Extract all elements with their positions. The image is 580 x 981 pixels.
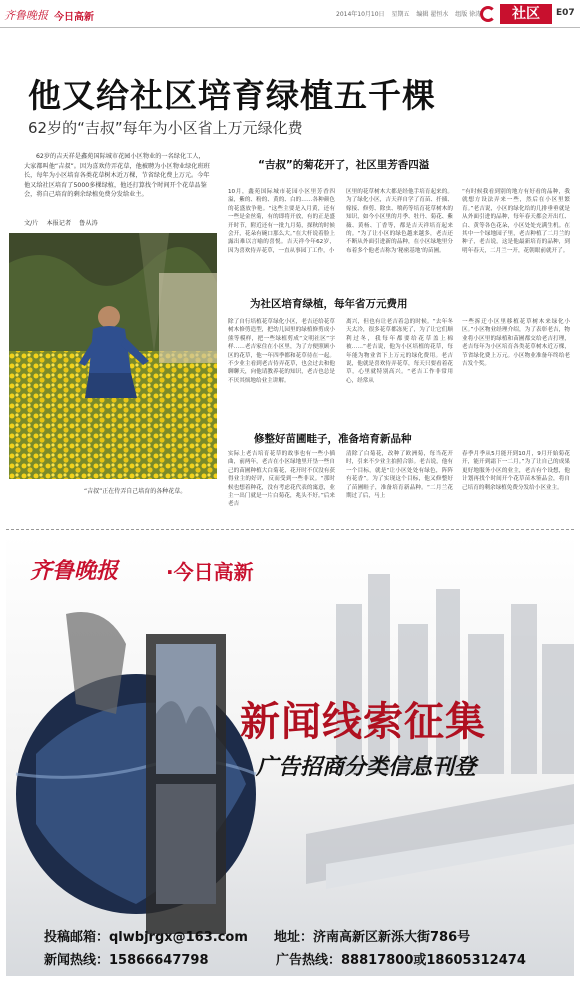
body-column: 区里的花草树木大都是经他手培育起来的。为了绿化小区，吉天祥自学了育苗、扦插、嫁接、修剪、除虫、喷药等培育花草树木的知识，如今小区里的月季、牡丹、菊花、紫薇、黄杨、丁香等，都是吉天祥培育起来的。“为了让小区的绿色越来越多，老吉还不断从外面引进新的品种，在小区绿地里分布着多个他老吉称为‘秘密基地’的苗圃。	[346, 189, 453, 254]
article-lead: 62岁的吉天祥是鑫苑国际城市花园小区物业的一名绿化工人，大家都叫他“吉叔”。因为喜欢侍弄花草，他被聘为小区物业绿化班班长，每年为小区培育各类花草树木近万棵，节省绿化费上万元。今年他又给社区培育了5000多棵绿植，他还打算找个时间开个花草品鉴会，将自己培育的剩余绿植免费分发给业主。	[24, 153, 210, 199]
section-swoosh-icon	[480, 6, 496, 22]
issue-weekday: 星期五	[391, 11, 410, 18]
ad-subtitle: 广告招商分类信息刊登	[256, 755, 477, 780]
byline-role: 本报记者	[46, 220, 72, 227]
section-heading-nursery: 修整好苗圃畦子，准备培育新品种	[254, 433, 412, 445]
contact-email: 投稿邮箱：qlwbjrgx@163.com	[44, 930, 248, 945]
body-column: 一些拆迁小区里移植花草树木来绿化小区。”小区物业经理介绍，为了表彰老吉，物业将小区里的绿植和苗圃都交给老吉打理，老吉每年为小区培育各类花草树木近万棵，节省绿化费上万元。小区物业准备年终给老吉发个奖。	[462, 319, 570, 368]
editor-credit: 编辑 翟恒水	[416, 11, 449, 18]
page-header	[0, 0, 580, 28]
ad-title: 新闻线索征集	[240, 698, 486, 745]
body-column: 10月，鑫苑国际城市花园小区里芳香四溢，紫的、粉的、黄的、白的……各种颜色的花盛放争艳。“这些主要是入月黄，还有一些是金丝菊，有的即将开放，有的正是盛开时节，附近还有一批九月菊，探秋的时候会开，花朵有碗口那么大。”在大杆说着脸上露出难以言喻的喜悦。吉天祥今年62岁，因为喜欢侍弄花草，一直从事园丁工作，小	[228, 189, 335, 254]
body-column: 实际上老吉培育花草的故事也有一些小插曲，前两年，老吉在小区绿地里开垦一些自己的苗圃种植大白菊花，花开时不仅没有获得业主的好评，反而受到一些非议。“那时候也想着种花，没有考虑花代表的寓意，业主一出门就是一片白菊花，兆头不好。”后来老吉	[228, 451, 335, 508]
body-column: 清除了白菊花，改种了欧洲菊，每当花开时，引来不少业主拍照合影。老吉说，他有一个目标，就是“让小区处处有绿色，阵阵有花香”。为了实现这个目标，他又修整好了苗圃畦子，准备培育新品种。“二月兰花期过了后，马上	[346, 451, 453, 500]
byline-type: 文/片	[24, 220, 39, 227]
section-divider	[6, 529, 574, 530]
section-heading-chrysanthemum: “吉叔”的菊花开了，社区里芳香四溢	[258, 159, 430, 171]
news-tip-advertisement	[6, 534, 574, 976]
page-number: E07	[556, 8, 575, 18]
body-column: 离兴，但也有让老吉着急的时候。“去年冬天太冷，很多花草都冻死了，为了让它们顺利过冬，我每年都要给花草盖上棉被……”老吉说，他为小区培植的花草，每年能为物业省下上万元的绿化费用。老吉说，他就是喜欢侍弄花草，每天只要看着花草，心里就特别高兴。“老吉工作非常用心，经常从	[346, 319, 453, 384]
masthead-brand: 今日高新	[54, 12, 94, 23]
photo-caption: “吉叔”正在侍弄自己培育的各种花草。	[84, 488, 187, 495]
contact-address: 地址：济南高新区新泺大街786号	[274, 930, 471, 945]
article-headline: 他又给社区培育绿植五千棵	[28, 76, 436, 115]
body-column: 除了自行培植花草绿化小区，老吉还给花草树木修剪造型，把幼儿园里的绿植修剪成小熊等模样，把一些绿植剪成“文明社区”字样……老吉家住在小区里，为了方便照顾小区的花草，他一年四季都和花草待在一起。不少业主看到老吉侍弄花草，也会过去和他聊聊天，向他请教养花的知识，老吉也总是不厌其烦地给业主讲解。	[228, 319, 335, 384]
issue-meta	[336, 9, 486, 18]
byline-name: 鲁从涛	[79, 220, 98, 227]
issue-date: 2014年10月10日	[336, 11, 385, 18]
article-photo	[9, 233, 217, 479]
ad-masthead-logo: 齐鲁晚报	[30, 558, 119, 584]
article-subhead: 62岁的“吉叔”每年为小区省上万元绿化费	[28, 119, 303, 137]
body-column: 春季月季从5月能开到10月，9月开始菊花开，能开到霜下一二月。”为了让自己的成果更好地服务小区的业主，老吉有个设想，他计划再找个时间开个花草苗木鉴品会，将自己培育的剩余绿植免费分发给小区业主。	[462, 451, 570, 491]
body-column: “有时候我看到别的地方有好看的品种，我就想方设法弄来一些，然后在小区里繁育。”老吉说，小区的绿化给的几排垂垂就是从外面引进的品种，每年春天都会开出红、白、黄等各色花朵，小区处处充满生机。在其中一个绿地园子里，老吉种植了二月兰的种子，老吉说，这是他最新培育的品种，到明年春天，二月兰一开，花朝眼前就开了。	[462, 189, 570, 254]
contact-news-hotline: 新闻热线：15866647798	[44, 953, 209, 968]
section-tag: 社区	[500, 4, 552, 24]
ad-masthead-brand: ·今日高新	[166, 560, 254, 584]
gardener-photo-illustration	[9, 233, 217, 479]
section-heading-savings: 为社区培育绿植，每年省万元费用	[250, 298, 408, 310]
masthead-logo: 齐鲁晚报	[4, 9, 48, 22]
designer-credit: 组版 徐涛	[455, 11, 482, 18]
ad-contact-block	[6, 926, 574, 976]
contact-ad-hotline: 广告热线：88817800或18605312474	[276, 953, 526, 968]
article-byline	[24, 218, 104, 227]
